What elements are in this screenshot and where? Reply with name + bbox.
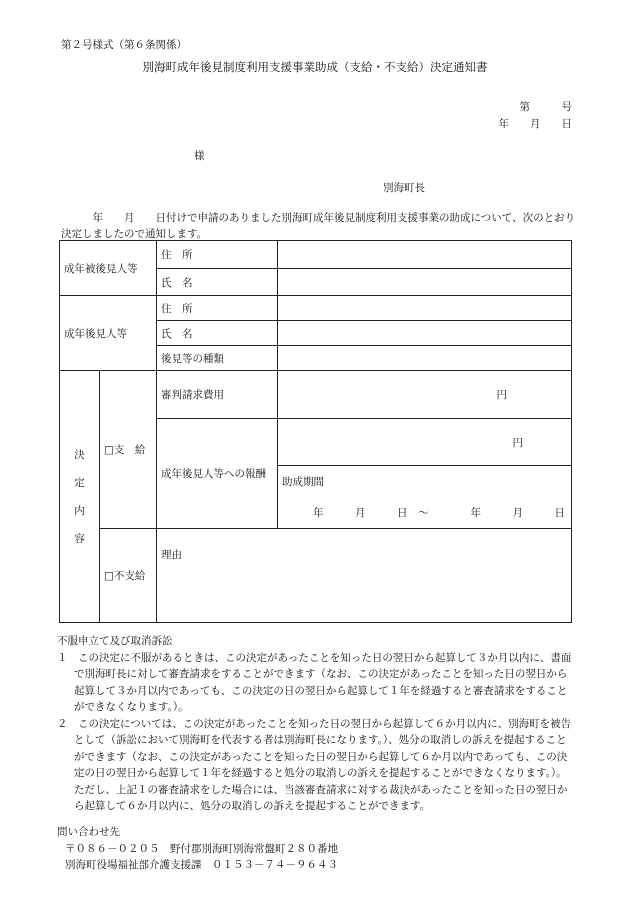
fee-yen: 円: [278, 419, 572, 466]
document-number: 第 号: [519, 101, 572, 113]
petition-cost-label: 審判請求費用: [157, 371, 278, 419]
ward-address-label: 住 所: [157, 241, 278, 269]
guardian-label: 成年後見人等: [60, 296, 157, 371]
ward-name-label: 氏 名: [157, 269, 278, 296]
decision-table: [59, 240, 572, 623]
body-text: 年 月 日付けで申請のありました別海町成年後見制度利用支援事業の助成について、次のとおり決定しましたので通知します。: [61, 212, 576, 240]
contact-department: 別海町役場福祉部介護支援課 ０１５３－７４－９６４３: [65, 859, 338, 871]
ward-address-value[interactable]: [278, 241, 572, 269]
contact-heading: 問い合わせ先: [57, 826, 120, 838]
period-label: 助成期間: [278, 466, 572, 497]
nopay-checkbox-label[interactable]: □不支給: [100, 529, 157, 623]
ward-label: 成年被後見人等: [60, 241, 157, 296]
decision-char-1: 決: [74, 448, 85, 461]
contact-section: [57, 824, 338, 874]
guardian-kind-label: 後見等の種類: [157, 346, 278, 371]
guardian-kind-value[interactable]: [278, 346, 572, 371]
decision-char-4: 容: [74, 532, 85, 545]
document-title: 別海町成年後見制度利用支援事業助成（支給・不支給）決定通知書: [142, 60, 488, 74]
decision-content-label: [60, 371, 100, 623]
appeal-section: [57, 633, 577, 815]
guardian-name-label: 氏 名: [157, 321, 278, 346]
form-number: 第２号様式（第６条関係）: [61, 39, 187, 51]
guardian-address-label: 住 所: [157, 296, 278, 321]
fee-label: 成年後見人等への報酬: [157, 419, 278, 529]
sender: 別海町長: [383, 182, 425, 194]
guardian-address-value[interactable]: [278, 296, 572, 321]
pay-checkbox-label[interactable]: □支 給: [100, 371, 157, 529]
contact-address: 〒０８６－０２０５ 野付郡別海町別海常盤町２８０番地: [65, 842, 338, 855]
decision-char-2: 定: [74, 476, 85, 489]
appeal-item-2: ２ この決定については、この決定があったことを知った日の翌日から起算して６か月以内に、別海町を被告として（訴訟において別海町を代表する者は別海町長になります。）、処分の取消しの訴えを提起することができます（なお、この決定があったことを知った日の翌日から起算して６か月以内であっても、この決定の日の翌日から起算して１年を経過すると処分の取消しの訴えを提起することができなくなります。）。ただし、上記１の審査請求をした場合には、当該審査請求に対する裁決があったことを知った日の翌日から起算して６か月以内に、処分の取消しの訴えを提起することができます。: [57, 717, 572, 812]
addressee: 様: [194, 150, 205, 162]
appeal-item-1: １ この決定に不服があるときは、この決定があったことを知った日の翌日から起算して３か月以内に、書面で別海町長に対して審査請求をすることができます（なお、この決定があったことを知った日の翌日から起算して３か月以内であっても、この決定の日の翌日から起算して１年を経過すると審査請求をすることができなくなります。）。: [57, 651, 572, 713]
period-value: 年 月 日 ～ 年 月 日: [278, 497, 572, 529]
reason-label: 理由: [157, 529, 572, 623]
document-date: 年 月 日: [498, 118, 572, 130]
appeal-heading: 不服申立て及び取消訴訟: [57, 635, 173, 647]
ward-name-value[interactable]: [278, 269, 572, 296]
decision-char-3: 内: [74, 504, 85, 517]
guardian-name-value[interactable]: [278, 321, 572, 346]
petition-cost-yen: 円: [278, 371, 572, 419]
